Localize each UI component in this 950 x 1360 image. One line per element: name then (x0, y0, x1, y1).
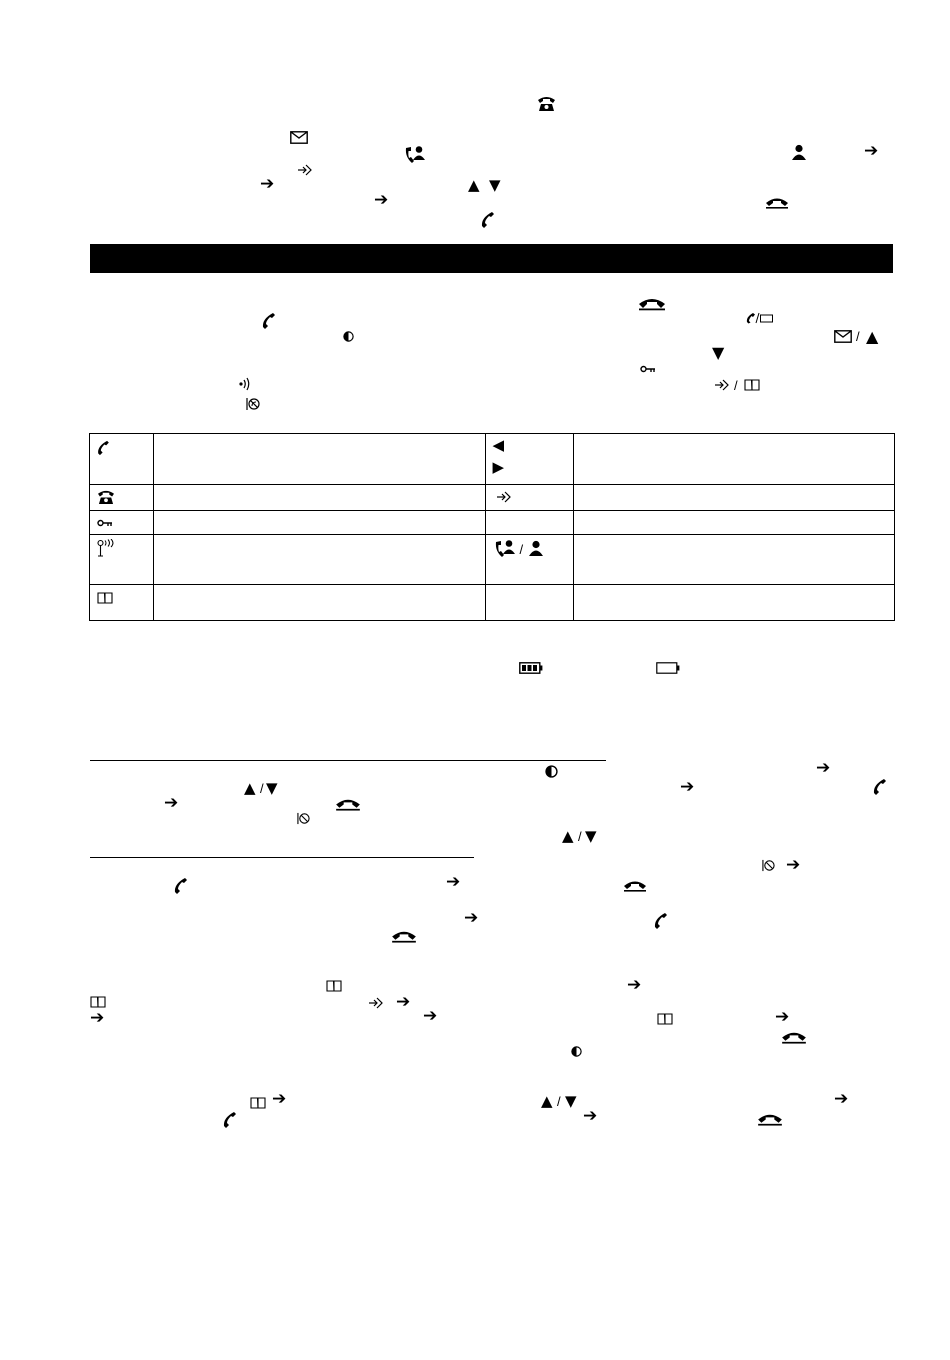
envelope-icon (834, 330, 852, 343)
table-cell-icon (486, 535, 574, 585)
contrast-icon (571, 1046, 582, 1057)
ok-enter-icon (368, 996, 384, 1010)
up-triangle-icon: ▲ (866, 327, 879, 346)
separator-slash: / (856, 329, 860, 344)
battery-empty-icon (656, 662, 680, 674)
arrow-right-icon: ➔ (775, 1007, 790, 1027)
table-cell-description (153, 434, 486, 485)
left-triangle-icon: ◀ (492, 436, 505, 454)
arrow-right-icon: ➔ (260, 174, 275, 194)
hang-up-icon (623, 879, 647, 892)
handset-icon (97, 440, 110, 456)
desk-phone-icon (97, 489, 115, 505)
arrow-right-icon: ➔ (583, 1106, 598, 1126)
handset-icon (654, 912, 668, 930)
handset-icon (174, 877, 188, 895)
section-underline (90, 857, 474, 858)
hang-up-icon (638, 296, 666, 311)
signal-icon (238, 377, 252, 391)
arrow-right-icon: ➔ (786, 855, 801, 875)
table-row (90, 535, 895, 585)
handset-message-icon (746, 312, 774, 324)
table-cell-icon (486, 485, 574, 511)
right-triangle-icon: ▶ (492, 458, 505, 476)
handset-icon (481, 211, 495, 229)
key-icon (640, 365, 656, 373)
hang-up-icon (757, 1112, 783, 1126)
up-triangle-icon: ▲ (541, 1092, 553, 1110)
arrow-right-icon: ➔ (396, 992, 411, 1012)
table-row (90, 485, 895, 511)
hang-up-icon (335, 797, 361, 811)
table-cell-icon (90, 511, 154, 535)
arrow-right-icon: ➔ (864, 141, 879, 161)
down-triangle-icon: ▼ (712, 343, 725, 362)
table-cell-icon (486, 434, 574, 485)
arrow-right-icon: ➔ (680, 777, 695, 797)
arrow-right-icon: ➔ (374, 190, 389, 210)
down-triangle-icon: ▼ (585, 827, 597, 845)
handset-icon (262, 312, 276, 330)
hang-up-icon (765, 196, 789, 209)
up-triangle-icon: ▲ (562, 827, 574, 845)
table-cell-description (153, 585, 486, 621)
arrow-right-icon: ➔ (164, 793, 179, 813)
table-row (90, 434, 895, 485)
hang-up-icon (781, 1030, 807, 1044)
section-header-bar (90, 244, 893, 273)
table-cell-description (153, 485, 486, 511)
contact-icon (528, 540, 544, 557)
table-cell-icon (90, 585, 154, 621)
no-call-icon (246, 397, 260, 411)
down-triangle-icon: ▼ (489, 176, 501, 194)
separator-slash: / (557, 1094, 561, 1109)
arrow-right-icon: ➔ (90, 1008, 105, 1028)
ok-enter-icon (297, 163, 313, 177)
arrow-right-icon: ➔ (446, 872, 461, 892)
hang-up-icon (391, 929, 417, 943)
contact-icon (791, 144, 807, 161)
table-cell-description (153, 511, 486, 535)
table-cell-description (574, 535, 895, 585)
up-triangle-icon: ▲ (244, 779, 256, 797)
table-cell-description (574, 585, 895, 621)
table-cell-description (153, 535, 486, 585)
arrow-right-icon: ➔ (464, 908, 479, 928)
table-cell-icon (486, 511, 574, 535)
ok-enter-icon (714, 378, 730, 392)
separator-slash: / (260, 781, 264, 796)
table-cell-icon (90, 485, 154, 511)
contact-call-icon (494, 539, 516, 559)
section-underline (90, 760, 606, 761)
no-call-icon (762, 859, 775, 872)
arrow-right-icon: ➔ (816, 758, 831, 778)
handset-icon (223, 1111, 237, 1129)
key-icon (97, 519, 113, 527)
table-cell-description (574, 511, 895, 535)
phonebook-icon (90, 995, 106, 1008)
table-cell-icon (90, 434, 154, 485)
desk-phone-icon (537, 95, 556, 112)
separator-slash: / (734, 378, 738, 393)
ok-enter-icon (496, 490, 512, 504)
phonebook-icon (744, 378, 760, 391)
table-row (90, 585, 895, 621)
phonebook-icon (657, 1012, 673, 1025)
table-cell-icon (90, 535, 154, 585)
down-triangle-icon: ▼ (565, 1092, 577, 1110)
down-triangle-icon: ▼ (266, 779, 278, 797)
contact-call-icon (404, 145, 426, 165)
contrast-icon (545, 765, 558, 778)
icon-legend-table (89, 433, 895, 621)
phonebook-icon (250, 1096, 266, 1109)
envelope-icon (290, 131, 308, 144)
no-call-icon (297, 812, 310, 825)
phonebook-icon (326, 979, 342, 992)
battery-full-icon (519, 662, 543, 674)
table-cell-description (574, 434, 895, 485)
handset-icon (873, 778, 887, 796)
separator-slash: / (519, 542, 524, 557)
arrow-right-icon: ➔ (272, 1089, 287, 1109)
table-cell-icon (486, 585, 574, 621)
arrow-right-icon: ➔ (423, 1006, 438, 1026)
table-row (90, 511, 895, 535)
antenna-icon (97, 539, 117, 557)
contrast-icon (343, 331, 354, 342)
up-triangle-icon: ▲ (468, 176, 480, 194)
separator-slash: / (578, 829, 582, 844)
table-cell-description (574, 485, 895, 511)
arrow-right-icon: ➔ (627, 975, 642, 995)
arrow-right-icon: ➔ (834, 1089, 849, 1109)
phonebook-icon (97, 591, 113, 604)
